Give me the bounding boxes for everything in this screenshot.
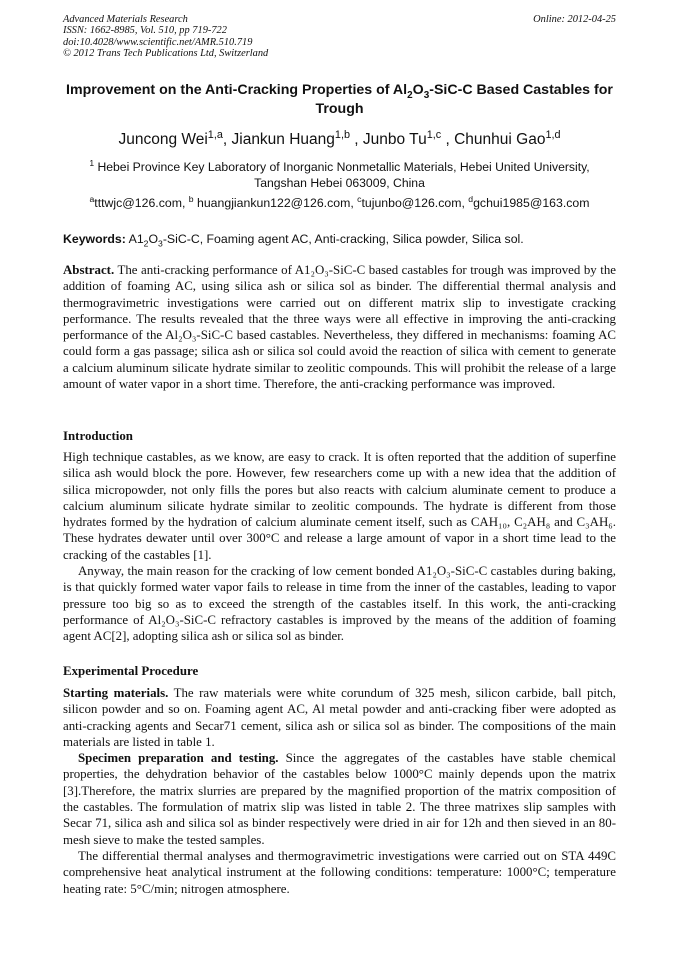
subheading: Starting materials. [63,686,169,700]
introduction-body [63,449,616,645]
abstract [63,262,616,392]
doi-line: doi:10.4028/www.scientific.net/AMR.510.719 [63,36,253,48]
author-name: Juncong Wei [118,131,208,148]
author-list: Juncong Wei$^{1,a}$, Jiankun Huang$^{1,b}$ , Junbo Tu$^{1,c}$ , Chunhui Gao$^{1,d}$ [118,128,561,148]
paragraph: High technique castables, as we know, are easy to crack. It is often reported that the addition of superfine silica ash would block the pore. However, few researchers come up with a new idea that the addition of silica micropowder, not only fills the pores but also reacts with calcium aluminate cement to produce a calcium aluminum silicate hydrate similar to zeolitic compounds. The hydrate is different from those hydrates formed by the hydration of calcium aluminate cement itself, such as CAH₁₀, C₂AH₈ and C₃AH₆. These hydrates dewater until over 300°C and release a large amount of vapor in a short time lead to the cracking of the castables [1]. [63,450,616,562]
experimental-heading: Experimental Procedure [63,664,199,678]
journal-name: Advanced Materials Research [63,14,188,25]
online-date: Online: 2012-04-25 [533,14,616,25]
abstract-text: The anti-cracking performance of A1₂O₃-SiC-C based castables for trough was improved by the addition of foaming AC, using silica ash or silica sol as binder. The differential thermal analysis and thermogravimetric investigations were carried out on different matrix slip to investigate cracking performance. The results revealed that the three ways were all effective in improving the anti-cracking performance of the Al₂O₃-SiC-C based castables. Nevertheless, they differed in mechanisms: foaming AC could form a gas passage; silica ash or silica sol could avoid the reaction of silica with cement to generate a calcium aluminum silicate hydrate similar to zeolitic compounds. This will prohibit the release of a large amount of water vapor in a short time. Therefore, the anti-cracking performance was improved. [63,263,616,392]
paragraph: Specimen preparation and testing. Since the aggregates of the castables have stable chemical properties, the dehydration behavior of the castables below 1000°C mainly depends upon the matrix [3].Therefore, the matrix slurries are prepared by the magnified proportion of the matrix composition of the castables. The formulation of matrix slip was listed in table 2. The three matrixes slip samples with Secar 71, silica ash and silica sol as binder respectively were dried in air for 12h and then sieved in an 80-mesh sieve to make the tested samples. [63,751,616,847]
subheading: Specimen preparation and testing. [78,751,279,766]
email-link[interactable]: tttwjc@126.com, [94,196,189,210]
keywords-label: Keywords: [63,232,126,246]
email-link[interactable]: huangjiankun122@126.com, [193,196,358,210]
paper-title: Improvement on the Anti-Cracking Properties of $Al_2O_3-SiC-C$ Based Castables for Trough [66,82,613,117]
affiliation: $^1$ Hebei Province Key Laboratory of Inorganic Nonmetallic Materials, Hebei United University, Tangshan Hebei 063009, China [89,157,590,190]
paragraph: Starting materials. The raw materials were white corundum of 325 mesh, silicon carbide, ball pitch, silicon powder and so on. Foaming agent AC, Al metal powder and anti-cracking fiber were adopted as anti-cracking agents and Secar71 cement, silica ash or silica sol as binder. The compositions of the main materials are listed in table 1. [63,686,616,749]
email-link[interactable]: gchui1985@163.com [473,196,590,210]
abstract-label: Abstract. [63,263,115,277]
author-name: Jiankun Huang [231,131,335,148]
introduction-heading: Introduction [63,429,133,443]
journal-header [63,14,616,59]
author-name: Chunhui Gao [454,131,546,148]
issn-line: ISSN: 1662-8985, Vol. 510, pp 719-722 [63,25,227,37]
author-emails: $^a$tttwjc@126.com, $^b$ huangjiankun122@126.com, $^c$tujunbo@126.com, $^d$gchui1985@163.com [89,193,590,210]
paragraph: Anyway, the main reason for the cracking of low cement bonded A1₂O₃-SiC-C castables during baking, is that quickly formed water vapor fails to release in time from the inner of the castables, leading to vapor pressure too big so as to exceed the strength of the castables itself. In this work, the anti-cracking performance of Al₂O₃-SiC-C refractory castables is improved by the means of the addition of foaming agent AC[2], adopting silica ash or silica sol as binder. [63,564,616,644]
experimental-body [63,685,616,897]
copyright-line: © 2012 Trans Tech Publications Ltd, Switzerland [63,47,269,59]
email-link[interactable]: tujunbo@126.com, [361,196,469,210]
author-name: Junbo Tu [362,131,427,148]
keywords: Keywords: $A1_2O_3-SiC-C$, Foaming agent AC, Anti-cracking, Silica powder, Silica sol. [63,232,524,249]
paragraph: The differential thermal analyses and thermogravimetric investigations were carried out on STA 449C comprehensive heat analytical instrument at the following conditions: temperature: 1000°C; temperature heating rate: 5°C/min; nitrogen atmosphere. [63,848,616,896]
